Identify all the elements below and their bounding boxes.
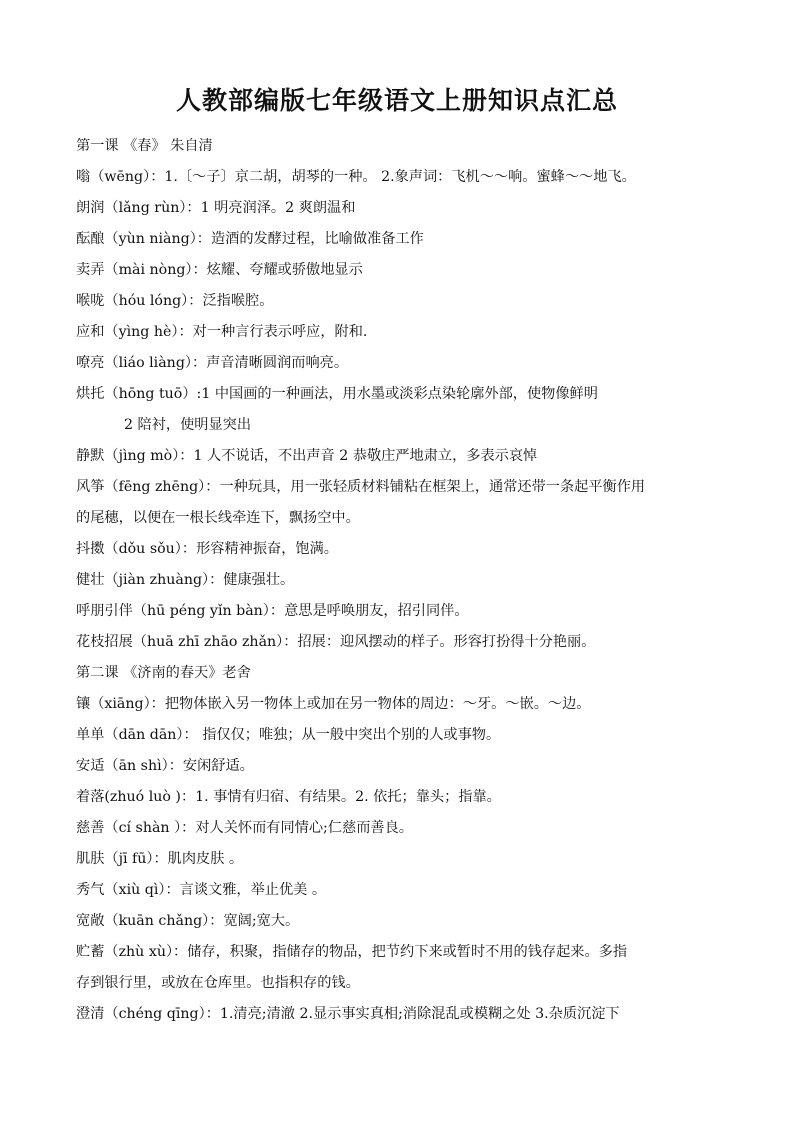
text-line: 烘托（hōng tuō）:1 中国画的一种画法，用水墨或淡彩点染轮廓外部，使物像鲜明 — [76, 386, 598, 402]
text-line: 第二课 《济南的春天》老舍 — [76, 665, 251, 681]
text-line: 镶（xiāng）：把物体嵌入另一物体上或加在另一物体的周边：～牙。～嵌。～边。 — [76, 696, 591, 712]
text-line: 2 陪衬，使明显突出 — [124, 417, 252, 433]
document-title: 人教部编版七年级语文上册知识点汇总 — [175, 86, 618, 115]
text-line: 安适（ān shì）：安闲舒适。 — [76, 758, 254, 774]
text-line: 喉咙（hóu lóng）：泛指喉腔。 — [76, 293, 274, 309]
text-line: 健壮（jiàn zhuàng）：健康强壮。 — [76, 572, 295, 588]
text-line: 呼朋引伴（hū péng yǐn bàn）：意思是呼唤朋友，招引同伴。 — [76, 603, 469, 619]
text-line: 卖弄（mài nòng）：炫耀、夸耀或骄傲地显示 — [76, 262, 363, 278]
text-body — [76, 131, 726, 1030]
text-line: 存到银行里，或放在仓库里。也指积存的钱。 — [76, 975, 360, 991]
text-line: 的尾穗，以便在一根长线牵连下，飘扬空中。 — [76, 510, 360, 526]
text-line: 着落(zhuó luò )：1. 事情有归宿、有结果。2. 依托；靠头；指靠。 — [76, 789, 501, 805]
text-line: 第一课 《春》 朱自清 — [76, 138, 213, 154]
text-line: 花枝招展（huā zhī zhāo zhǎn）：招展：迎风摆动的样子。形容打扮得十分艳丽。 — [76, 634, 596, 650]
text-line: 抖擞（dǒu sǒu）：形容精神振奋，饱满。 — [76, 541, 338, 557]
text-line: 宽敞（kuān chǎng）：宽阔;宽大。 — [76, 913, 300, 929]
text-line: 单单（dān dān）： 指仅仅；唯独；从一般中突出个别的人或事物。 — [76, 727, 501, 743]
text-line: 嗡（wēng）：1.〔～子〕京二胡，胡琴的一种。 2.象声词：飞机～～响。蜜蜂～～地飞。 — [76, 169, 636, 185]
text-line: 慈善（cí shàn ）：对人关怀而有同情心;仁慈而善良。 — [76, 820, 413, 836]
text-line: 嘹亮（liáo liàng）：声音清晰圆润而响亮。 — [76, 355, 349, 371]
text-line: 秀气（xiù qì）：言谈文雅，举止优美 。 — [76, 882, 327, 898]
text-line: 朗润（lǎng rùn）：1 明亮润泽。2 爽朗温和 — [76, 200, 356, 216]
text-line: 贮蓄（zhù xù）：储存，积聚，指储存的物品，把节约下来或暂时不用的钱存起来。多指 — [76, 944, 628, 960]
text-line: 澄清（chéng qīng）：1.清亮;清澈 2.显示事实真相;消除混乱或模糊之处 3.杂质沉淀下 — [76, 1006, 620, 1022]
text-line: 肌肤（jī fū）：肌肉皮肤 。 — [76, 851, 244, 867]
text-line: 风筝（fēng zhēng）：一种玩具，用一张轻质材料铺粘在框架上，通常还带一条起平衡作用 — [76, 479, 646, 495]
text-line: 静默（jìng mò）：1 人不说话，不出声音 2 恭敬庄严地肃立，多表示哀悼 — [76, 448, 538, 464]
text-line: 酝酿（yùn niàng）：造酒的发酵过程，比喻做准备工作 — [76, 231, 424, 247]
text-line: 应和（yìng hè）：对一种言行表示呼应，附和. — [76, 324, 368, 340]
